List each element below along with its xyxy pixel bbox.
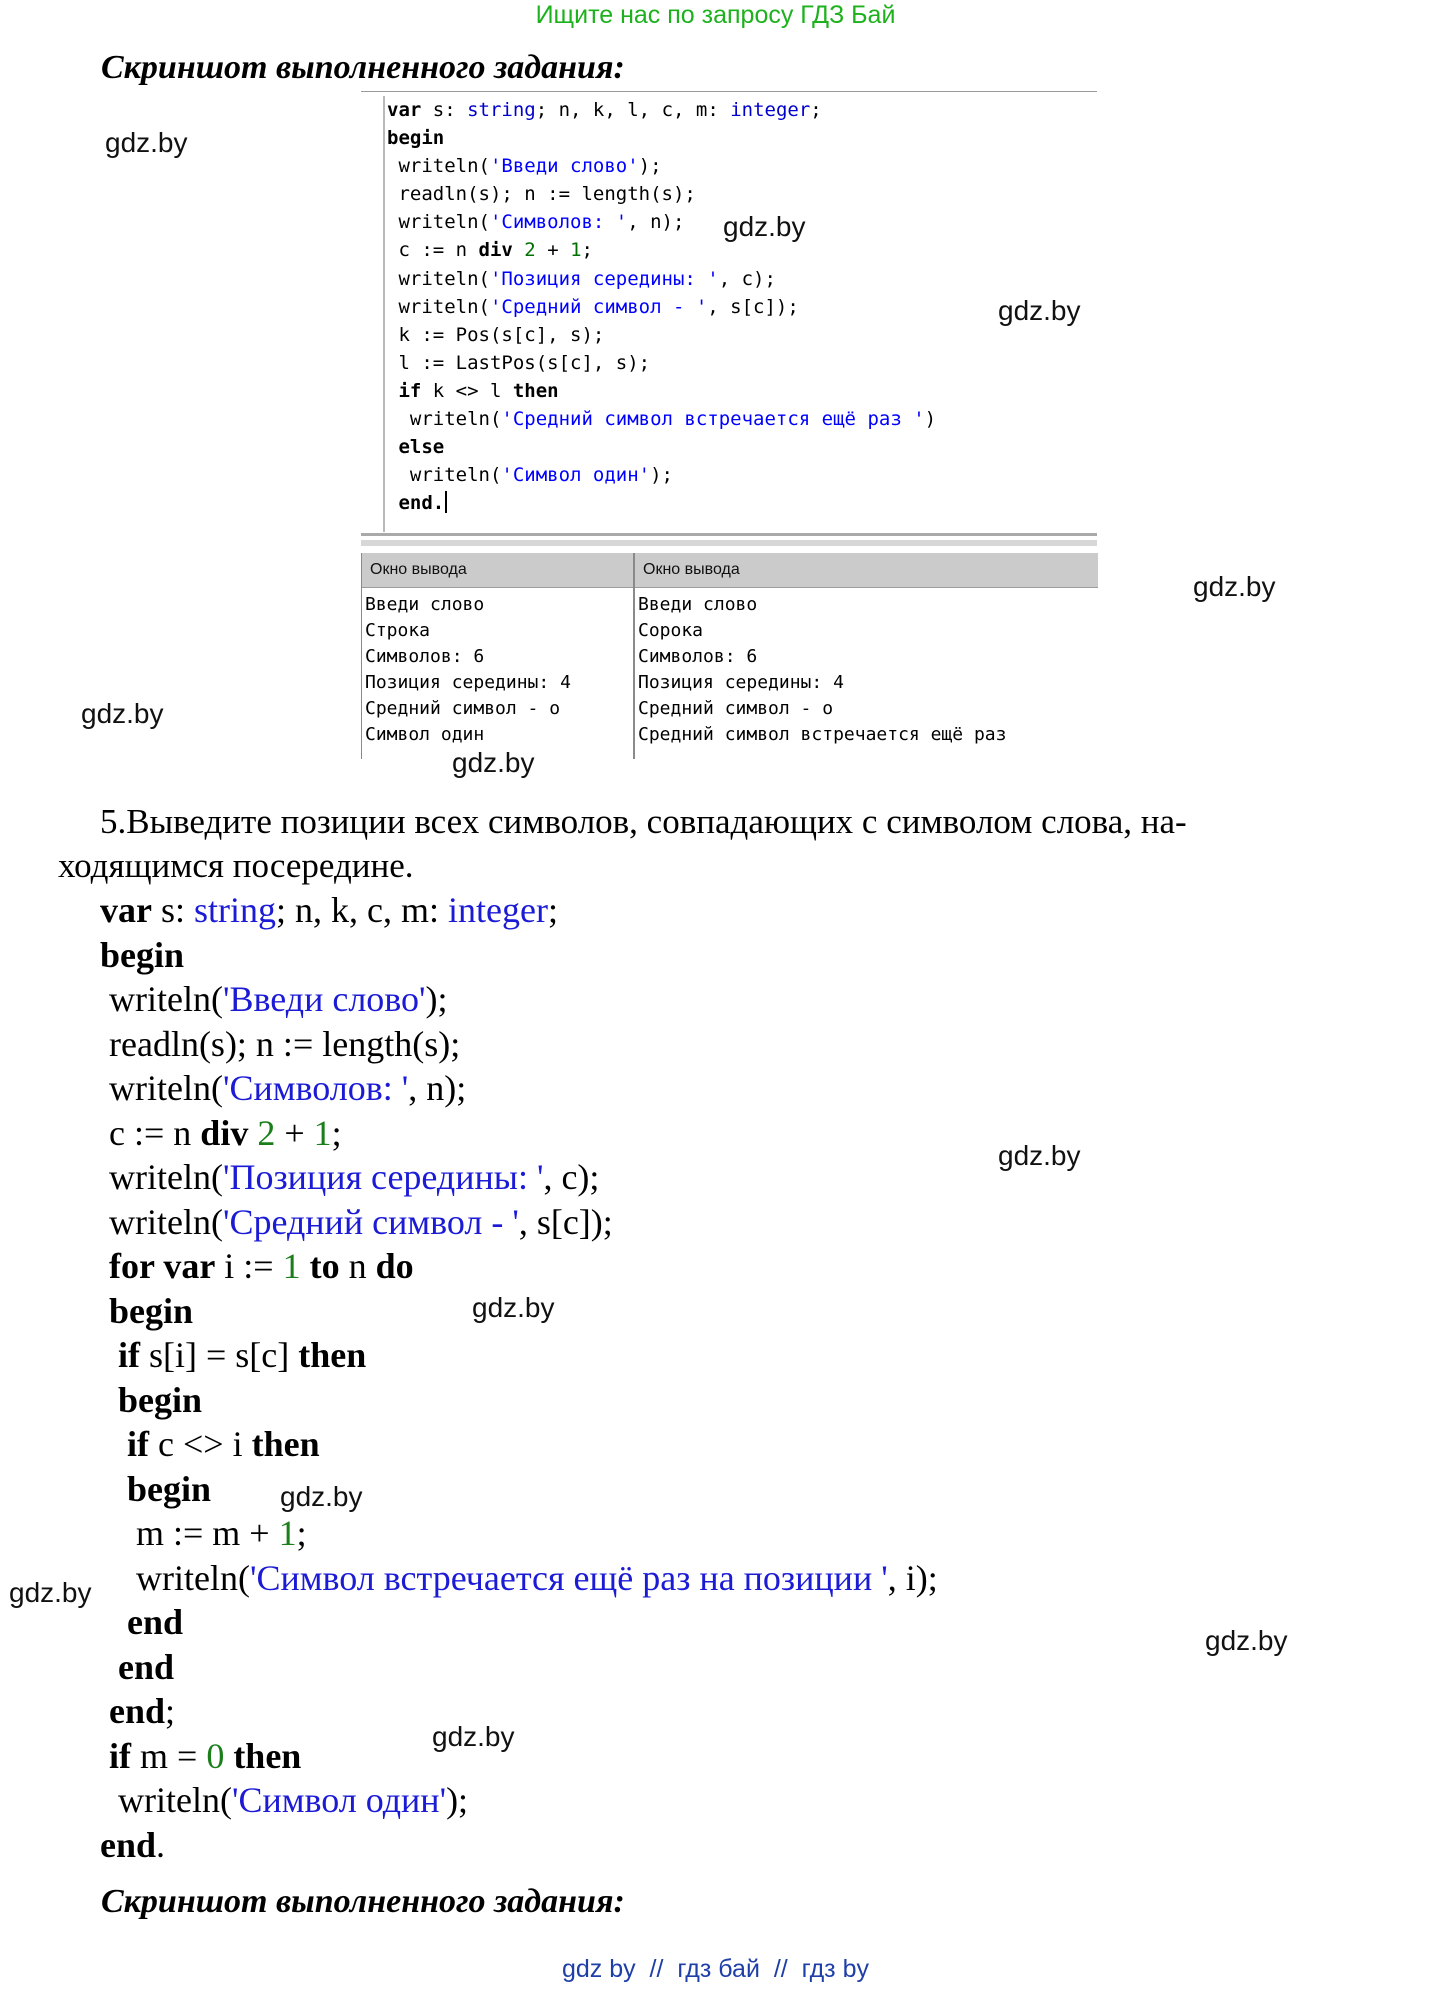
- watermark: gdz.by: [472, 1292, 555, 1323]
- code-token: , n);: [627, 211, 685, 234]
- code-token: ;: [547, 890, 558, 930]
- code-line: end: [100, 1646, 175, 1687]
- code-token: ;: [165, 1691, 176, 1731]
- code-token: 'Символ один': [231, 1780, 447, 1820]
- watermark: gdz.by: [9, 1577, 92, 1608]
- code-token: writeln(: [387, 295, 490, 318]
- code-token: 'Символов: ': [489, 211, 628, 234]
- code-token: 1: [278, 1513, 297, 1553]
- code-token: ;: [331, 1112, 342, 1153]
- code-token: [248, 1113, 257, 1153]
- code-token: c := n: [387, 239, 479, 262]
- code-token: for var: [100, 1246, 216, 1286]
- code-token: , s[c]);: [518, 1201, 613, 1242]
- code-token: ;: [581, 239, 593, 262]
- code-editor-screenshot: [361, 91, 1097, 534]
- code-token: [513, 239, 524, 261]
- code-token: n: [339, 1246, 376, 1286]
- code-line: begin: [100, 934, 185, 975]
- code-token: +: [275, 1112, 314, 1153]
- code-token: if: [387, 379, 422, 402]
- code-token: ): [924, 408, 937, 431]
- code-token: , n);: [408, 1068, 467, 1108]
- code-token: if: [100, 1335, 140, 1375]
- code-token: [224, 1736, 233, 1776]
- code-token: i :=: [215, 1246, 283, 1286]
- promo-banner[interactable]: Ищите нас по запросу ГДЗ Бай: [535, 1, 896, 29]
- code-listing: [100, 888, 938, 1867]
- code-token: writeln(: [100, 1157, 223, 1197]
- code-token: 'Символ встречается ещё раз на позиции ': [249, 1557, 888, 1598]
- code-line: begin: [100, 1468, 212, 1509]
- output-line: Введи слово: [638, 594, 758, 615]
- code-token: 'Введи слово': [222, 979, 426, 1019]
- code-token: if: [100, 1735, 131, 1776]
- code-token: writeln(: [100, 1780, 232, 1820]
- output-line: Строка: [365, 620, 431, 641]
- code-token: writeln(: [387, 211, 490, 234]
- output-line: Символ один: [365, 724, 485, 745]
- output-panel-body: [362, 588, 633, 748]
- task-line: 5.Выведите позиции всех символов, совпадающих с символом слова, на-: [100, 802, 1187, 841]
- code-token: [301, 1246, 310, 1286]
- code-token: ;: [810, 99, 822, 121]
- code-token: 'Символов: ': [222, 1068, 409, 1108]
- code-token: integer: [730, 99, 811, 121]
- editor-scrollbar[interactable]: [361, 540, 1097, 546]
- code-token: 'Позиция середины: ': [489, 267, 719, 290]
- code-token: ; n, k, l, c, m:: [535, 99, 731, 121]
- code-token: integer: [448, 890, 548, 930]
- code-token: writeln(: [100, 979, 223, 1019]
- code-line: end.: [387, 492, 445, 515]
- code-token: string: [467, 99, 536, 121]
- code-token: c := n: [100, 1112, 201, 1153]
- screenshot-heading: Скриншот выполненного задания:: [101, 1883, 625, 1920]
- code-line: l := LastPos(s[c], s);: [387, 351, 651, 374]
- code-token: 'Средний символ - ': [489, 295, 708, 318]
- code-token: end: [100, 1824, 157, 1865]
- watermark: gdz.by: [723, 211, 806, 242]
- code-token: 'Средний символ - ': [222, 1201, 519, 1242]
- editor-gutter: [383, 96, 385, 532]
- code-token: if: [100, 1424, 149, 1464]
- footer-links[interactable]: gdz by // гдз бай // гдз by: [561, 1955, 869, 1983]
- code-token: , i);: [887, 1557, 938, 1598]
- output-line: Символов: 6: [365, 646, 485, 667]
- output-panel-1: [361, 553, 634, 759]
- code-token: ; n, k, c, m:: [276, 890, 448, 930]
- code-token: );: [650, 464, 673, 487]
- editor-code: [387, 96, 936, 517]
- code-token: s:: [151, 890, 194, 930]
- code-token: k <> l: [421, 379, 513, 402]
- code-token: 'Введи слово': [489, 155, 639, 178]
- code-token: c <> i: [149, 1424, 252, 1464]
- watermark: gdz.by: [1193, 571, 1276, 602]
- code-token: +: [535, 239, 571, 262]
- code-token: s[i] = s[c]: [140, 1335, 299, 1375]
- code-token: writeln(: [387, 155, 490, 178]
- output-line: Позиция середины: 4: [638, 672, 844, 693]
- code-token: , s[c]);: [707, 295, 799, 318]
- task-line: ходящимся посередине.: [58, 846, 414, 885]
- code-token: );: [638, 155, 662, 178]
- code-token: s:: [421, 99, 468, 121]
- watermark: gdz.by: [998, 295, 1081, 326]
- watermark: gdz.by: [998, 1140, 1081, 1171]
- output-panel-2: [634, 553, 1098, 759]
- code-line: begin: [387, 127, 445, 150]
- code-token: var: [100, 890, 152, 930]
- code-token: );: [425, 979, 448, 1019]
- code-line: readln(s); n := length(s);: [100, 1023, 461, 1064]
- code-token: then: [251, 1424, 320, 1464]
- editor-divider: [361, 533, 1097, 536]
- code-token: writeln(: [100, 1201, 223, 1242]
- code-token: , c);: [543, 1157, 600, 1197]
- code-token: 1: [313, 1112, 332, 1153]
- code-token: 0: [206, 1735, 225, 1776]
- output-line: Символов: 6: [638, 646, 758, 667]
- code-line: readln(s); n := length(s);: [387, 183, 696, 206]
- code-token: 2: [257, 1112, 276, 1153]
- code-token: then: [512, 379, 559, 402]
- code-token: );: [446, 1780, 469, 1820]
- code-token: writeln(: [100, 1068, 223, 1108]
- code-token: writeln(: [100, 1557, 250, 1598]
- code-token: 'Средний символ встречается ещё раз ': [501, 408, 925, 431]
- code-token: 1: [570, 239, 582, 262]
- screenshot-heading: Скриншот выполненного задания:: [101, 49, 625, 86]
- code-line: begin: [100, 1290, 194, 1331]
- text-caret: [445, 491, 447, 513]
- code-token: writeln(: [387, 464, 502, 487]
- code-line: k := Pos(s[c], s);: [387, 323, 605, 346]
- output-panel-body: [635, 588, 1098, 748]
- code-token: 'Символ один': [501, 464, 651, 487]
- code-token: div: [200, 1112, 249, 1153]
- watermark: gdz.by: [432, 1721, 515, 1752]
- code-token: then: [298, 1335, 367, 1375]
- output-panel-title: Окно вывода: [362, 553, 633, 588]
- watermark: gdz.by: [452, 747, 535, 778]
- output-line: Средний символ встречается ещё раз: [638, 724, 1007, 745]
- code-line: else: [387, 436, 445, 459]
- code-line: begin: [100, 1379, 203, 1420]
- output-line: Средний символ - о: [638, 698, 834, 719]
- code-token: div: [478, 239, 513, 262]
- code-token: ;: [296, 1513, 307, 1553]
- code-line: end: [100, 1602, 184, 1642]
- code-token: string: [194, 890, 277, 930]
- output-line: Введи слово: [365, 594, 485, 615]
- watermark: gdz.by: [1205, 1625, 1288, 1656]
- output-line: Позиция середины: 4: [365, 672, 571, 693]
- code-token: 1: [282, 1246, 301, 1286]
- code-token: to: [309, 1246, 340, 1286]
- code-token: then: [233, 1735, 302, 1776]
- watermark: gdz.by: [105, 127, 188, 158]
- code-token: end: [100, 1691, 166, 1731]
- code-token: 2: [524, 239, 536, 262]
- code-token: 'Позиция середины: ': [222, 1157, 544, 1197]
- code-token: var: [387, 99, 422, 121]
- code-token: do: [375, 1246, 414, 1286]
- code-token: m := m +: [100, 1513, 279, 1553]
- code-token: writeln(: [387, 267, 490, 290]
- code-token: .: [156, 1824, 166, 1865]
- code-token: , c);: [718, 267, 776, 290]
- watermark: gdz.by: [280, 1481, 363, 1512]
- output-line: Сорока: [638, 620, 704, 641]
- code-token: writeln(: [387, 408, 502, 431]
- watermark: gdz.by: [81, 698, 164, 729]
- output-line: Средний символ - о: [365, 698, 561, 719]
- output-panel-title: Окно вывода: [635, 553, 1098, 588]
- code-token: m =: [131, 1735, 207, 1776]
